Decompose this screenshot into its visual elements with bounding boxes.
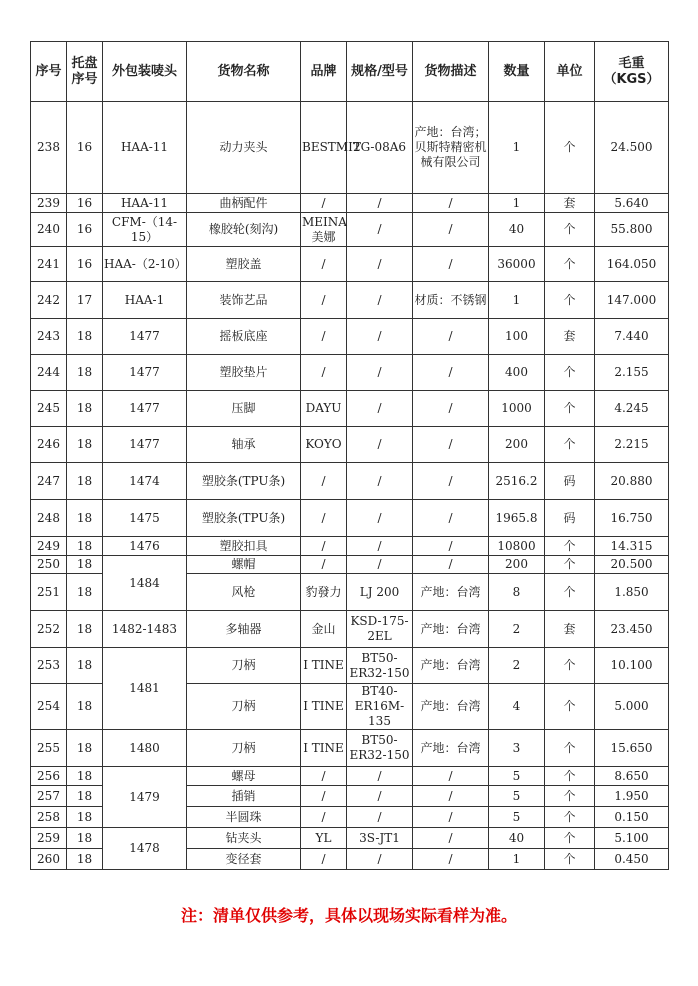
cell-brand: /: [301, 282, 347, 319]
cell-serial: 260: [31, 849, 67, 870]
header-row: [31, 42, 669, 102]
cell-serial: 242: [31, 282, 67, 319]
cell-serial: 245: [31, 391, 67, 427]
cell-name: 塑胶垫片: [187, 355, 301, 391]
cell-unit: 个: [545, 648, 595, 684]
cell-spec: /: [347, 282, 413, 319]
table-row: [31, 427, 669, 463]
cell-qty: 200: [489, 427, 545, 463]
cell-spec: /: [347, 807, 413, 828]
cell-serial: 251: [31, 574, 67, 611]
table-row: [31, 463, 669, 500]
cell-spec: /: [347, 556, 413, 574]
cell-brand: /: [301, 786, 347, 807]
cell-spec: /: [347, 194, 413, 213]
cell-brand: YL: [301, 828, 347, 849]
cell-pallet: 18: [67, 355, 103, 391]
cell-name: 摇板底座: [187, 319, 301, 355]
cell-weight: 2.215: [595, 427, 669, 463]
cell-unit: 个: [545, 355, 595, 391]
cell-brand: /: [301, 807, 347, 828]
cell-mark: 1478: [103, 828, 187, 870]
cell-desc: /: [413, 500, 489, 537]
cell-brand: /: [301, 194, 347, 213]
cargo-list-table: [30, 41, 669, 870]
table-row: [31, 102, 669, 194]
cell-brand: I TINE: [301, 684, 347, 730]
cell-qty: 3: [489, 730, 545, 767]
table-row: [31, 391, 669, 427]
header-spec: 规格/型号: [347, 42, 413, 102]
cell-serial: 248: [31, 500, 67, 537]
cell-brand: BESTMIT: [301, 102, 347, 194]
cell-weight: 20.880: [595, 463, 669, 500]
cell-pallet: 18: [67, 684, 103, 730]
cell-weight: 4.245: [595, 391, 669, 427]
cell-serial: 244: [31, 355, 67, 391]
cell-pallet: 18: [67, 849, 103, 870]
cell-spec: /: [347, 391, 413, 427]
cell-brand: 豹發力: [301, 574, 347, 611]
cell-brand: /: [301, 767, 347, 786]
cell-name: 刀柄: [187, 648, 301, 684]
cell-weight: 20.500: [595, 556, 669, 574]
cell-unit: 个: [545, 213, 595, 247]
cell-spec: 3S-JT1: [347, 828, 413, 849]
cell-desc: /: [413, 463, 489, 500]
cell-brand: /: [301, 247, 347, 282]
cell-unit: 个: [545, 684, 595, 730]
cell-mark: 1479: [103, 767, 187, 828]
cell-serial: 238: [31, 102, 67, 194]
cell-unit: 套: [545, 194, 595, 213]
cell-weight: 1.950: [595, 786, 669, 807]
cell-name: 塑胶扣具: [187, 537, 301, 556]
cell-spec: /: [347, 427, 413, 463]
cell-brand: I TINE: [301, 730, 347, 767]
cell-desc: /: [413, 786, 489, 807]
cell-serial: 253: [31, 648, 67, 684]
cell-mark: 1477: [103, 355, 187, 391]
cell-name: 塑胶条(TPU条): [187, 500, 301, 537]
cell-desc: /: [413, 537, 489, 556]
table-row: [31, 537, 669, 556]
table-row: [31, 730, 669, 767]
cell-spec: LJ 200: [347, 574, 413, 611]
cell-weight: 0.450: [595, 849, 669, 870]
cell-pallet: 18: [67, 786, 103, 807]
cell-weight: 164.050: [595, 247, 669, 282]
cell-serial: 240: [31, 213, 67, 247]
cell-serial: 256: [31, 767, 67, 786]
cell-brand: MEINA美娜: [301, 213, 347, 247]
cell-name: 螺母: [187, 767, 301, 786]
table-row: [31, 828, 669, 849]
cell-pallet: 18: [67, 611, 103, 648]
cell-weight: 10.100: [595, 648, 669, 684]
cell-name: 塑胶盖: [187, 247, 301, 282]
cell-spec: /: [347, 355, 413, 391]
cell-name: 压脚: [187, 391, 301, 427]
cell-unit: 个: [545, 102, 595, 194]
cell-unit: 个: [545, 537, 595, 556]
cell-serial: 239: [31, 194, 67, 213]
cell-name: 刀柄: [187, 730, 301, 767]
cell-pallet: 16: [67, 194, 103, 213]
cell-desc: 产地：台湾；贝斯特精密机械有限公司: [413, 102, 489, 194]
header-brand: 品牌: [301, 42, 347, 102]
cell-spec: /: [347, 500, 413, 537]
cell-brand: DAYU: [301, 391, 347, 427]
table-row: [31, 194, 669, 213]
disclaimer-note: 注：清单仅供参考，具体以现场实际看样为准。: [180, 906, 517, 925]
cell-desc: 材质：不锈钢: [413, 282, 489, 319]
table-row: [31, 213, 669, 247]
cell-qty: 5: [489, 807, 545, 828]
cell-weight: 0.150: [595, 807, 669, 828]
header-unit: 单位: [545, 42, 595, 102]
cell-serial: 247: [31, 463, 67, 500]
cell-qty: 400: [489, 355, 545, 391]
cell-weight: 1.850: [595, 574, 669, 611]
cell-unit: 个: [545, 556, 595, 574]
cell-pallet: 18: [67, 319, 103, 355]
cell-spec: /: [347, 849, 413, 870]
cell-desc: /: [413, 194, 489, 213]
cell-unit: 个: [545, 828, 595, 849]
cell-unit: 个: [545, 574, 595, 611]
header-quantity: 数量: [489, 42, 545, 102]
cell-serial: 257: [31, 786, 67, 807]
cell-brand: 金山: [301, 611, 347, 648]
cell-qty: 1000: [489, 391, 545, 427]
cell-weight: 5.000: [595, 684, 669, 730]
cell-unit: 个: [545, 427, 595, 463]
cell-serial: 255: [31, 730, 67, 767]
cell-qty: 2: [489, 648, 545, 684]
cell-pallet: 18: [67, 648, 103, 684]
cell-weight: 15.650: [595, 730, 669, 767]
cell-unit: 个: [545, 391, 595, 427]
cell-brand: /: [301, 849, 347, 870]
cell-pallet: 18: [67, 574, 103, 611]
cell-mark: 1475: [103, 500, 187, 537]
cell-spec: /: [347, 537, 413, 556]
header-pallet: 托盘序号: [67, 42, 103, 102]
cell-weight: 14.315: [595, 537, 669, 556]
cell-pallet: 18: [67, 828, 103, 849]
cell-spec: BT50-ER32-150: [347, 730, 413, 767]
cell-name: 插销: [187, 786, 301, 807]
cell-pallet: 17: [67, 282, 103, 319]
cell-desc: /: [413, 556, 489, 574]
table-row: [31, 319, 669, 355]
cell-name: 钻夹头: [187, 828, 301, 849]
cell-unit: 个: [545, 730, 595, 767]
cell-qty: 1965.8: [489, 500, 545, 537]
cell-name: 螺帽: [187, 556, 301, 574]
cell-serial: 249: [31, 537, 67, 556]
cell-serial: 241: [31, 247, 67, 282]
cell-serial: 243: [31, 319, 67, 355]
cell-unit: 码: [545, 500, 595, 537]
cell-pallet: 16: [67, 102, 103, 194]
cell-desc: /: [413, 849, 489, 870]
cell-weight: 5.100: [595, 828, 669, 849]
cell-unit: 码: [545, 463, 595, 500]
cell-serial: 252: [31, 611, 67, 648]
cell-spec: /: [347, 247, 413, 282]
cell-weight: 24.500: [595, 102, 669, 194]
cell-pallet: 18: [67, 537, 103, 556]
cell-desc: /: [413, 807, 489, 828]
cell-name: 风枪: [187, 574, 301, 611]
cell-mark: 1480: [103, 730, 187, 767]
cell-unit: 个: [545, 807, 595, 828]
cell-desc: 产地：台湾: [413, 648, 489, 684]
cell-mark: 1482-1483: [103, 611, 187, 648]
cell-name: 多轴器: [187, 611, 301, 648]
table-row: [31, 648, 669, 684]
cell-brand: /: [301, 355, 347, 391]
cell-spec: /: [347, 786, 413, 807]
cell-desc: /: [413, 767, 489, 786]
cell-qty: 4: [489, 684, 545, 730]
cell-mark: HAA-11: [103, 102, 187, 194]
cell-desc: /: [413, 828, 489, 849]
cell-pallet: 18: [67, 767, 103, 786]
cell-mark: HAA-11: [103, 194, 187, 213]
cell-pallet: 16: [67, 247, 103, 282]
cell-spec: /: [347, 767, 413, 786]
cell-desc: /: [413, 247, 489, 282]
cell-brand: /: [301, 500, 347, 537]
cell-brand: /: [301, 463, 347, 500]
cell-name: 变径套: [187, 849, 301, 870]
cell-mark: 1474: [103, 463, 187, 500]
cell-pallet: 16: [67, 213, 103, 247]
cell-spec: /: [347, 463, 413, 500]
table-row: [31, 247, 669, 282]
cell-desc: 产地：台湾: [413, 611, 489, 648]
cell-desc: /: [413, 427, 489, 463]
cell-brand: I TINE: [301, 648, 347, 684]
cell-pallet: 18: [67, 807, 103, 828]
cell-pallet: 18: [67, 556, 103, 574]
cell-qty: 2516.2: [489, 463, 545, 500]
cell-serial: 259: [31, 828, 67, 849]
cell-unit: 套: [545, 319, 595, 355]
cell-name: 曲柄配件: [187, 194, 301, 213]
cell-brand: /: [301, 537, 347, 556]
cell-weight: 2.155: [595, 355, 669, 391]
cell-pallet: 18: [67, 391, 103, 427]
cell-pallet: 18: [67, 427, 103, 463]
cell-qty: 1: [489, 194, 545, 213]
cell-serial: 246: [31, 427, 67, 463]
cell-unit: 个: [545, 849, 595, 870]
cell-name: 刀柄: [187, 684, 301, 730]
cell-unit: 套: [545, 611, 595, 648]
cell-mark: 1477: [103, 319, 187, 355]
cell-desc: /: [413, 391, 489, 427]
cell-serial: 258: [31, 807, 67, 828]
cell-desc: /: [413, 355, 489, 391]
cell-qty: 40: [489, 213, 545, 247]
cell-desc: 产地：台湾: [413, 574, 489, 611]
cell-qty: 1: [489, 849, 545, 870]
cell-qty: 1: [489, 102, 545, 194]
cell-brand: /: [301, 556, 347, 574]
cell-desc: 产地：台湾: [413, 730, 489, 767]
table-row: [31, 611, 669, 648]
cell-mark: 1476: [103, 537, 187, 556]
table-row: [31, 556, 669, 574]
cell-pallet: 18: [67, 730, 103, 767]
cell-weight: 23.450: [595, 611, 669, 648]
cell-weight: 5.640: [595, 194, 669, 213]
cell-spec: 2G-08A6: [347, 102, 413, 194]
cell-qty: 2: [489, 611, 545, 648]
cell-desc: /: [413, 213, 489, 247]
cell-weight: 8.650: [595, 767, 669, 786]
cell-desc: 产地：台湾: [413, 684, 489, 730]
cell-spec: BT40-ER16M-135: [347, 684, 413, 730]
cell-brand: KOYO: [301, 427, 347, 463]
cell-mark: 1477: [103, 427, 187, 463]
cell-weight: 147.000: [595, 282, 669, 319]
cell-qty: 10800: [489, 537, 545, 556]
cell-mark: 1477: [103, 391, 187, 427]
cell-qty: 5: [489, 786, 545, 807]
cell-desc: /: [413, 319, 489, 355]
cell-mark: 1481: [103, 648, 187, 730]
header-goods-name: 货物名称: [187, 42, 301, 102]
cell-mark: HAA-1: [103, 282, 187, 319]
cell-qty: 8: [489, 574, 545, 611]
cell-pallet: 18: [67, 463, 103, 500]
cell-weight: 55.800: [595, 213, 669, 247]
cell-name: 半圆珠: [187, 807, 301, 828]
table-row: [31, 767, 669, 786]
cell-unit: 个: [545, 247, 595, 282]
table-row: [31, 500, 669, 537]
cell-qty: 100: [489, 319, 545, 355]
cell-qty: 36000: [489, 247, 545, 282]
header-description: 货物描述: [413, 42, 489, 102]
cell-mark: CFM-（14-15）: [103, 213, 187, 247]
cell-spec: /: [347, 213, 413, 247]
header-shipping-mark: 外包装唛头: [103, 42, 187, 102]
table-row: [31, 282, 669, 319]
cell-name: 轴承: [187, 427, 301, 463]
table-row: [31, 355, 669, 391]
cell-unit: 个: [545, 786, 595, 807]
cell-qty: 5: [489, 767, 545, 786]
cell-unit: 个: [545, 282, 595, 319]
cell-pallet: 18: [67, 500, 103, 537]
cell-name: 塑胶条(TPU条): [187, 463, 301, 500]
cell-spec: KSD-175-2EL: [347, 611, 413, 648]
cell-qty: 40: [489, 828, 545, 849]
cell-spec: /: [347, 319, 413, 355]
cell-qty: 1: [489, 282, 545, 319]
cell-mark: HAA-（2-10）: [103, 247, 187, 282]
cell-unit: 个: [545, 767, 595, 786]
cell-spec: BT50-ER32-150: [347, 648, 413, 684]
header-serial: 序号: [31, 42, 67, 102]
cell-mark: 1484: [103, 556, 187, 611]
cell-name: 动力夹头: [187, 102, 301, 194]
cell-name: 橡胶轮(刻沟): [187, 213, 301, 247]
cell-serial: 250: [31, 556, 67, 574]
cell-qty: 200: [489, 556, 545, 574]
header-gross-weight: 毛重（KGS）: [595, 42, 669, 102]
cell-name: 装饰艺品: [187, 282, 301, 319]
cell-weight: 7.440: [595, 319, 669, 355]
cell-brand: /: [301, 319, 347, 355]
cell-weight: 16.750: [595, 500, 669, 537]
cell-serial: 254: [31, 684, 67, 730]
